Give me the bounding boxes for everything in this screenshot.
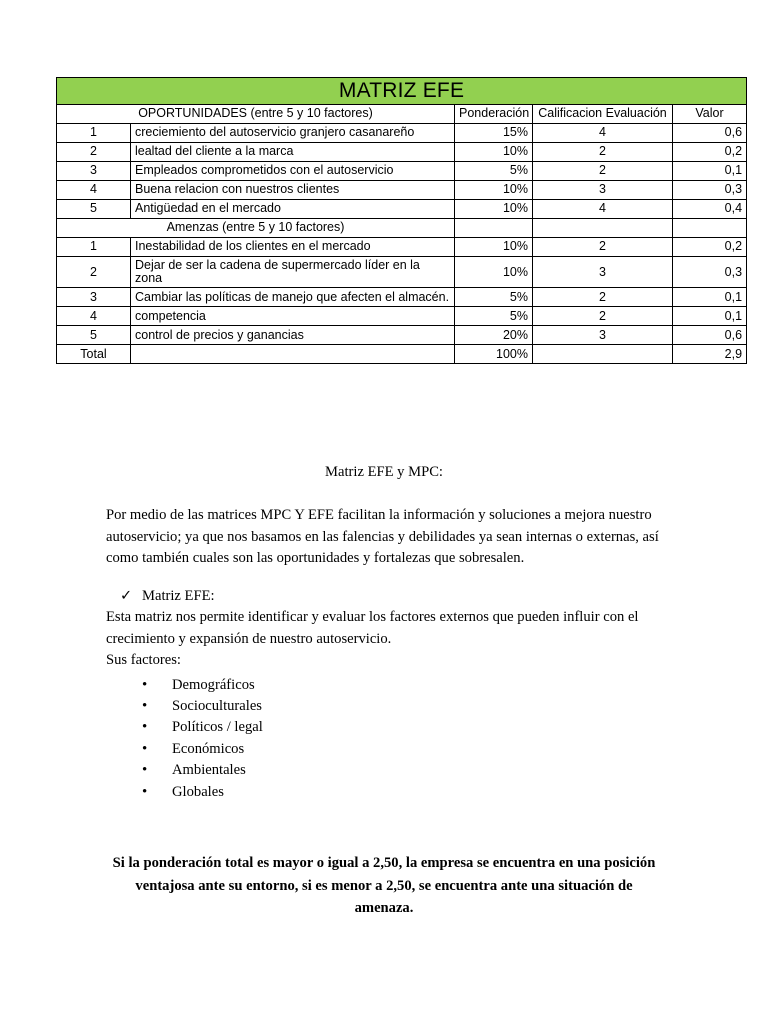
row-calificacion: 2 bbox=[533, 238, 673, 257]
table-row bbox=[57, 307, 747, 326]
row-valor: 0,1 bbox=[673, 288, 747, 307]
row-valor: 0,4 bbox=[673, 200, 747, 219]
threats-header-valor-blank bbox=[673, 219, 747, 238]
row-description: creciemiento del autoservicio granjero casanareño bbox=[131, 124, 455, 143]
factors-label: Sus factores: bbox=[106, 652, 181, 669]
row-calificacion: 4 bbox=[533, 200, 673, 219]
bullet-icon: • bbox=[142, 697, 148, 714]
row-ponderacion: 10% bbox=[455, 181, 533, 200]
row-ponderacion: 10% bbox=[455, 143, 533, 162]
row-ponderacion: 10% bbox=[455, 238, 533, 257]
threats-header-row bbox=[57, 219, 747, 238]
list-item bbox=[138, 717, 662, 738]
list-item-label: Demográficos bbox=[172, 676, 255, 693]
row-valor: 0,1 bbox=[673, 162, 747, 181]
checkmark-bullet-item bbox=[106, 586, 662, 607]
bullet-icon: • bbox=[142, 762, 148, 779]
row-number: 3 bbox=[57, 162, 131, 181]
row-number: 3 bbox=[57, 288, 131, 307]
checkmark-bullet-label: Matriz EFE: bbox=[142, 587, 215, 604]
column-header-calificacion: Calificacion Evaluación bbox=[533, 105, 673, 124]
row-description: Empleados comprometidos con el autoservicio bbox=[131, 162, 455, 181]
row-number: 5 bbox=[57, 200, 131, 219]
table-row bbox=[57, 200, 747, 219]
total-calificacion-blank bbox=[533, 345, 673, 364]
row-description: Buena relacion con nuestros clientes bbox=[131, 181, 455, 200]
row-description: Dejar de ser la cadena de supermercado líder en la zona bbox=[131, 257, 455, 288]
matrix-title-row bbox=[57, 78, 747, 105]
table-row bbox=[57, 124, 747, 143]
row-number: 4 bbox=[57, 307, 131, 326]
table-row bbox=[57, 181, 747, 200]
row-calificacion: 3 bbox=[533, 181, 673, 200]
matrix-title: MATRIZ EFE bbox=[57, 78, 747, 105]
checkmark-icon: ✓ bbox=[120, 587, 133, 604]
row-ponderacion: 20% bbox=[455, 326, 533, 345]
column-header-ponderacion: Ponderación bbox=[455, 105, 533, 124]
row-ponderacion: 5% bbox=[455, 162, 533, 181]
table-row bbox=[57, 326, 747, 345]
intro-paragraph: Por medio de las matrices MPC Y EFE facilitan la información y soluciones a mejora nuestro autoservicio; ya que nos basamos en las falencias y debilidades ya sean internas o externas, así como también cuales son las oportunidades y fortalezas que sobresalen. bbox=[106, 507, 659, 567]
table-row bbox=[57, 162, 747, 181]
total-row bbox=[57, 345, 747, 364]
list-item-label: Ambientales bbox=[172, 762, 246, 779]
row-valor: 0,1 bbox=[673, 307, 747, 326]
table-row bbox=[57, 143, 747, 162]
table-row bbox=[57, 257, 747, 288]
column-header-opportunities: OPORTUNIDADES (entre 5 y 10 factores) bbox=[57, 105, 455, 124]
row-description: Antigüedad en el mercado bbox=[131, 200, 455, 219]
threats-header-calificacion-blank bbox=[533, 219, 673, 238]
row-number: 2 bbox=[57, 143, 131, 162]
row-valor: 0,2 bbox=[673, 143, 747, 162]
table-row bbox=[57, 288, 747, 307]
row-calificacion: 2 bbox=[533, 307, 673, 326]
row-description: Cambiar las políticas de manejo que afecten el almacén. bbox=[131, 288, 455, 307]
list-item-label: Políticos / legal bbox=[172, 719, 263, 736]
row-ponderacion: 5% bbox=[455, 288, 533, 307]
list-item-label: Económicos bbox=[172, 740, 245, 757]
row-calificacion: 4 bbox=[533, 124, 673, 143]
bullet-icon: • bbox=[142, 676, 148, 693]
row-description: lealtad del cliente a la marca bbox=[131, 143, 455, 162]
total-description-blank bbox=[131, 345, 455, 364]
section-header-threats: Amenzas (entre 5 y 10 factores) bbox=[57, 219, 455, 238]
bullet-icon: • bbox=[142, 783, 148, 800]
list-item bbox=[138, 739, 662, 760]
total-ponderacion: 100% bbox=[455, 345, 533, 364]
row-valor: 0,6 bbox=[673, 326, 747, 345]
row-ponderacion: 10% bbox=[455, 200, 533, 219]
row-description: competencia bbox=[131, 307, 455, 326]
opportunities-header-row bbox=[57, 105, 747, 124]
row-number: 5 bbox=[57, 326, 131, 345]
bullet-icon: • bbox=[142, 719, 148, 736]
row-number: 4 bbox=[57, 181, 131, 200]
row-ponderacion: 15% bbox=[455, 124, 533, 143]
total-label: Total bbox=[57, 345, 131, 364]
list-item-label: Globales bbox=[172, 783, 224, 800]
total-valor: 2,9 bbox=[673, 345, 747, 364]
factors-list bbox=[106, 675, 662, 804]
table-row bbox=[57, 238, 747, 257]
section-heading: Matriz EFE y MPC: bbox=[325, 464, 443, 480]
row-valor: 0,3 bbox=[673, 181, 747, 200]
list-item-label: Socioculturales bbox=[172, 697, 262, 714]
row-ponderacion: 5% bbox=[455, 307, 533, 326]
bullet-icon: • bbox=[142, 740, 148, 757]
row-description: Inestabilidad de los clientes en el mercado bbox=[131, 238, 455, 257]
list-item bbox=[138, 782, 662, 803]
row-number: 1 bbox=[57, 238, 131, 257]
closing-note: Si la ponderación total es mayor o igual a 2,50, la empresa se encuentra en una posición ventajosa ante su entorno, si es menor a 2,50, se encuentra ante una situación de amenaza. bbox=[112, 855, 656, 917]
column-header-valor: Valor bbox=[673, 105, 747, 124]
row-number: 1 bbox=[57, 124, 131, 143]
threats-header-ponderacion-blank bbox=[455, 219, 533, 238]
list-item bbox=[138, 675, 662, 696]
row-calificacion: 2 bbox=[533, 162, 673, 181]
row-ponderacion: 10% bbox=[455, 257, 533, 288]
definition-paragraph: Esta matriz nos permite identificar y evaluar los factores externos que pueden influir con el crecimiento y expansión de nuestro autoservicio. bbox=[106, 609, 639, 647]
row-number: 2 bbox=[57, 257, 131, 288]
row-calificacion: 3 bbox=[533, 326, 673, 345]
row-description: control de precios y ganancias bbox=[131, 326, 455, 345]
row-valor: 0,2 bbox=[673, 238, 747, 257]
row-calificacion: 2 bbox=[533, 288, 673, 307]
efe-matrix-container bbox=[56, 77, 746, 364]
row-calificacion: 3 bbox=[533, 257, 673, 288]
body-text-block bbox=[106, 462, 662, 803]
list-item bbox=[138, 760, 662, 781]
row-valor: 0,3 bbox=[673, 257, 747, 288]
row-calificacion: 2 bbox=[533, 143, 673, 162]
row-valor: 0,6 bbox=[673, 124, 747, 143]
efe-matrix-body bbox=[57, 78, 747, 364]
list-item bbox=[138, 696, 662, 717]
efe-matrix-table bbox=[56, 77, 747, 364]
